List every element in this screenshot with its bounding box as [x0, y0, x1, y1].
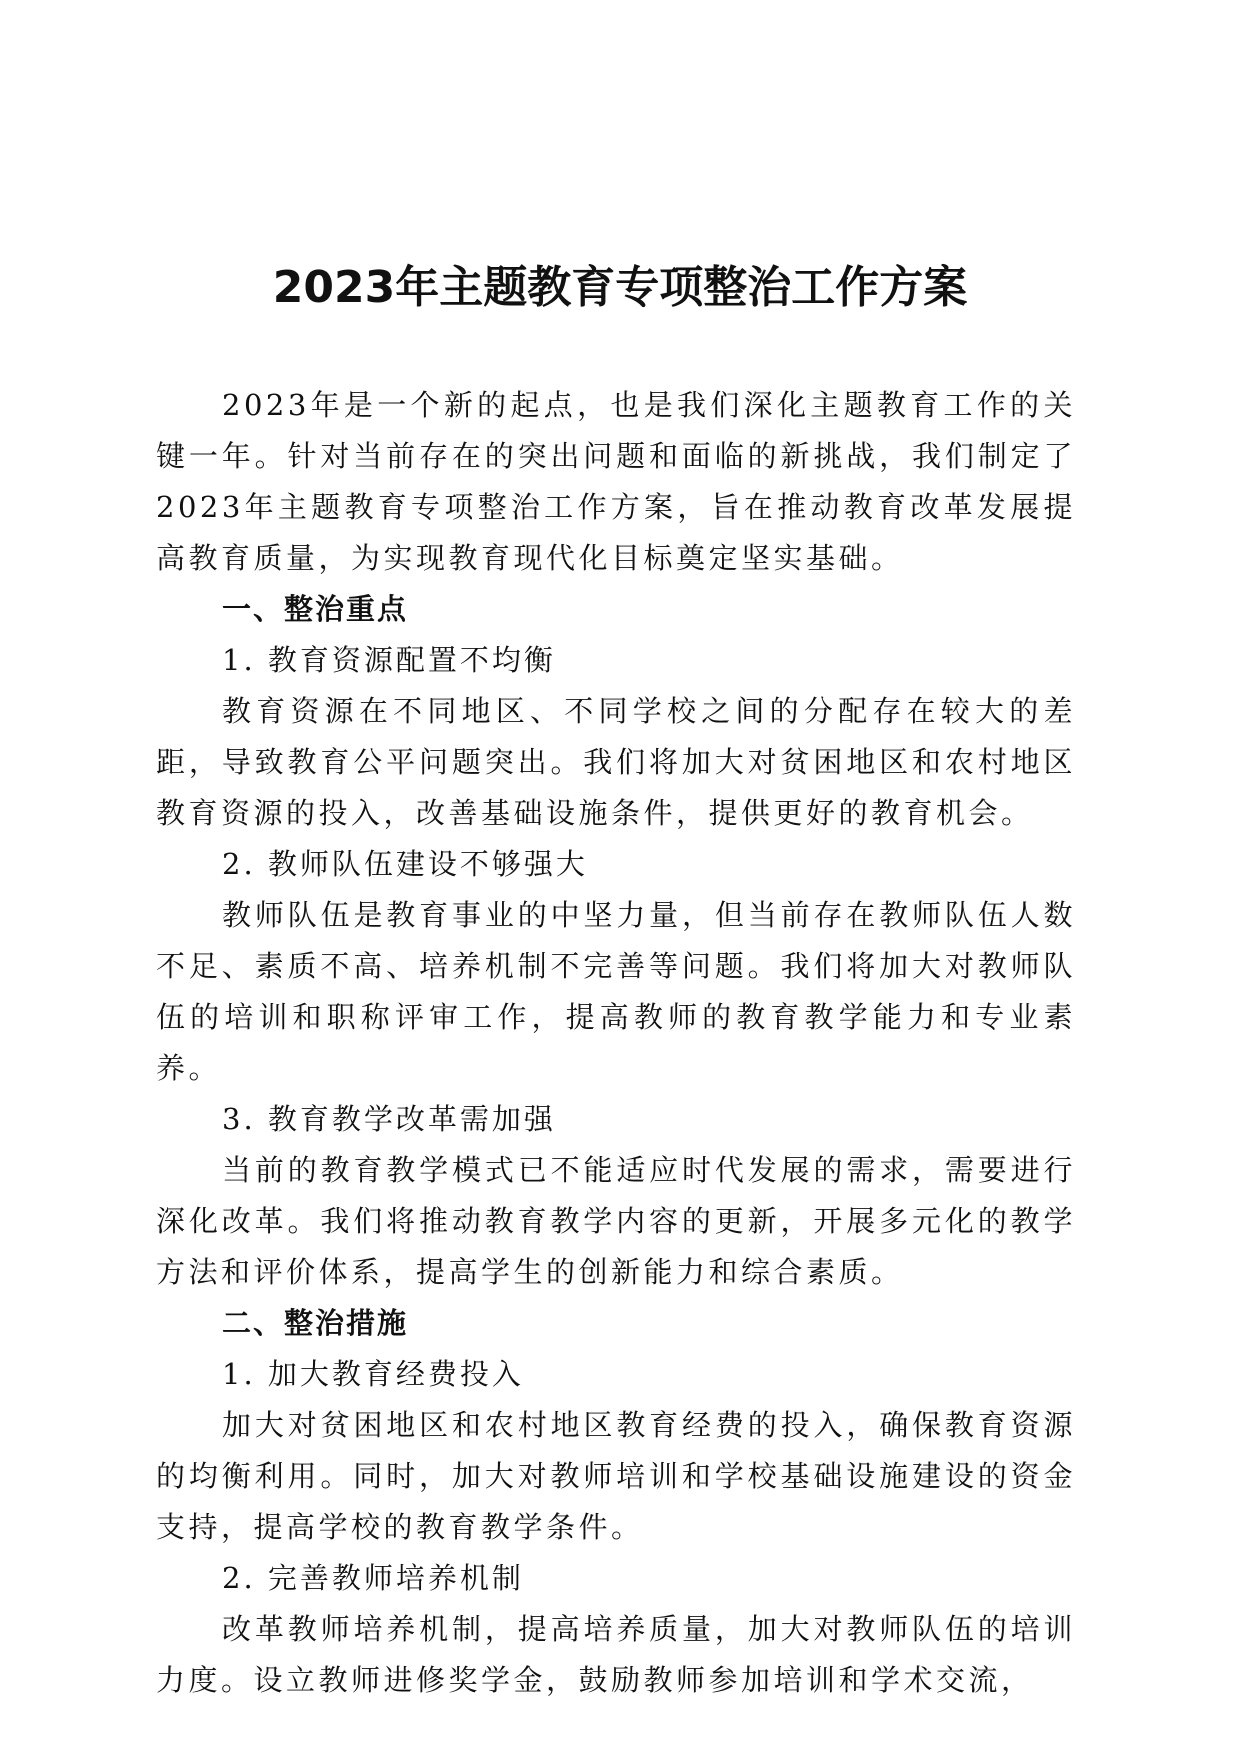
- subheading-teacher-team: 2. 教师队伍建设不够强大: [222, 847, 588, 881]
- subheading-resource-allocation: 1. 教育资源配置不均衡: [222, 643, 556, 677]
- subheading-teaching-reform: 3. 教育教学改革需加强: [222, 1102, 556, 1136]
- paragraph-resource-allocation: 教育资源在不同地区、不同学校之间的分配存在较大的差距，导致教育公平问题突出。我们将加大对贫困地区和农村地区教育资源的投入，改善基础设施条件，提供更好的教育机会。: [156, 694, 1076, 830]
- document-title: 2023年主题教育专项整治工作方案: [272, 262, 968, 313]
- subheading-funding: 1. 加大教育经费投入: [222, 1357, 524, 1391]
- paragraph-teacher-training: 改革教师培养机制，提高培养质量，加大对教师队伍的培训力度。设立教师进修奖学金，鼓励教师参加培训和学术交流，: [156, 1612, 1076, 1697]
- paragraph-funding: 加大对贫困地区和农村地区教育经费的投入，确保教育资源的均衡利用。同时，加大对教师培训和学校基础设施建设的资金支持，提高学校的教育教学条件。: [156, 1408, 1076, 1544]
- subheading-teacher-training: 2. 完善教师培养机制: [222, 1561, 524, 1595]
- paragraph-teacher-team: 教师队伍是教育事业的中坚力量，但当前存在教师队伍人数不足、素质不高、培养机制不完善等问题。我们将加大对教师队伍的培训和职称评审工作，提高教师的教育教学能力和专业素养。: [156, 898, 1076, 1085]
- document-body: [156, 380, 1076, 1706]
- intro-paragraph: 2023年是一个新的起点，也是我们深化主题教育工作的关键一年。针对当前存在的突出问题和面临的新挑战，我们制定了2023年主题教育专项整治工作方案，旨在推动教育改革发展提高教育质量，为实现教育现代化目标奠定坚实基础。: [156, 388, 1076, 575]
- paragraph-teaching-reform: 当前的教育教学模式已不能适应时代发展的需求，需要进行深化改革。我们将推动教育教学内容的更新，开展多元化的教学方法和评价体系，提高学生的创新能力和综合素质。: [156, 1153, 1076, 1289]
- section-heading-focus: 一、整治重点: [222, 592, 409, 626]
- section-heading-measures: 二、整治措施: [222, 1306, 409, 1340]
